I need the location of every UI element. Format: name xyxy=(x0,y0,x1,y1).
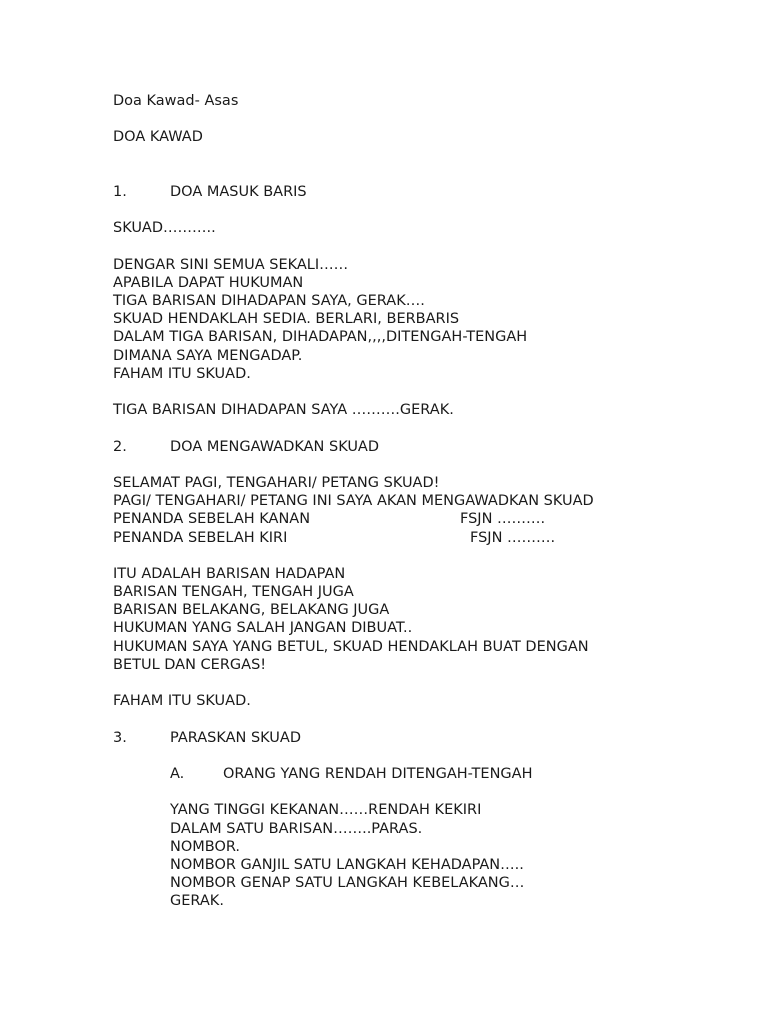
text-line: FAHAM ITU SKUAD. xyxy=(113,365,251,382)
section-2-heading xyxy=(113,438,733,456)
document-heading: DOA KAWAD xyxy=(113,129,203,146)
document-page xyxy=(113,92,733,910)
document-title: Doa Kawad- Asas xyxy=(113,93,239,109)
text-line: SKUAD HENDAKLAH SEDIA. BERLARI, BERBARIS xyxy=(113,311,460,328)
section-number: 3. xyxy=(113,729,127,746)
subsection-a-heading xyxy=(113,765,733,783)
text-line: BARISAN BELAKANG, BELAKANG JUGA xyxy=(113,602,390,619)
section-title: DOA MENGAWADKAN SKUAD xyxy=(170,438,380,455)
text-line: BARISAN TENGAH, TENGAH JUGA xyxy=(113,584,354,601)
text-line: YANG TINGGI KEKANAN……RENDAH KEKIRI xyxy=(170,802,482,819)
text-line: NOMBOR. xyxy=(170,838,241,855)
subsection-number: A. xyxy=(170,765,185,782)
marker-label: PENANDA SEBELAH KANAN xyxy=(113,511,311,528)
text-line: NOMBOR GENAP SATU LANGKAH KEBELAKANG… xyxy=(170,875,525,892)
text-line: BETUL DAN CERGAS! xyxy=(113,656,267,673)
marker-label: PENANDA SEBELAH KIRI xyxy=(113,529,288,546)
marker-left-line xyxy=(113,529,733,547)
section-1-heading xyxy=(113,183,733,201)
text-line: ITU ADALAH BARISAN HADAPAN xyxy=(113,565,346,582)
text-line: HUKUMAN YANG SALAH JANGAN DIBUAT.. xyxy=(113,620,413,637)
section-3-heading xyxy=(113,729,733,747)
text-line: DIMANA SAYA MENGADAP. xyxy=(113,347,303,364)
section-title: DOA MASUK BARIS xyxy=(170,183,307,200)
text-line: APABILA DAPAT HUKUMAN xyxy=(113,274,304,291)
section-number: 1. xyxy=(113,183,127,200)
text-line: SELAMAT PAGI, TENGAHARI/ PETANG SKUAD! xyxy=(113,474,440,491)
marker-right-line xyxy=(113,510,733,528)
text-line: DALAM SATU BARISAN……..PARAS. xyxy=(170,820,423,837)
section-number: 2. xyxy=(113,438,127,455)
section-2-closing: FAHAM ITU SKUAD. xyxy=(113,693,251,710)
marker-value: FSJN ………. xyxy=(460,511,546,528)
marker-value: FSJN ………. xyxy=(470,529,556,546)
section-1-call: SKUAD……….. xyxy=(113,220,216,237)
text-line: PAGI/ TENGAHARI/ PETANG INI SAYA AKAN MENGAWADKAN SKUAD xyxy=(113,493,594,510)
text-line: NOMBOR GANJIL SATU LANGKAH KEHADAPAN….. xyxy=(170,856,524,873)
subsection-title: ORANG YANG RENDAH DITENGAH-TENGAH xyxy=(223,765,533,782)
text-line: GERAK. xyxy=(170,893,224,910)
text-line: TIGA BARISAN DIHADAPAN SAYA, GERAK…. xyxy=(113,293,425,310)
text-line: DALAM TIGA BARISAN, DIHADAPAN,,,,DITENGAH-TENGAH xyxy=(113,329,528,346)
text-line: DENGAR SINI SEMUA SEKALI…… xyxy=(113,256,349,273)
section-title: PARASKAN SKUAD xyxy=(170,729,301,746)
section-1-command: TIGA BARISAN DIHADAPAN SAYA ……….GERAK. xyxy=(113,402,454,419)
text-line: HUKUMAN SAYA YANG BETUL, SKUAD HENDAKLAH BUAT DENGAN xyxy=(113,638,589,655)
